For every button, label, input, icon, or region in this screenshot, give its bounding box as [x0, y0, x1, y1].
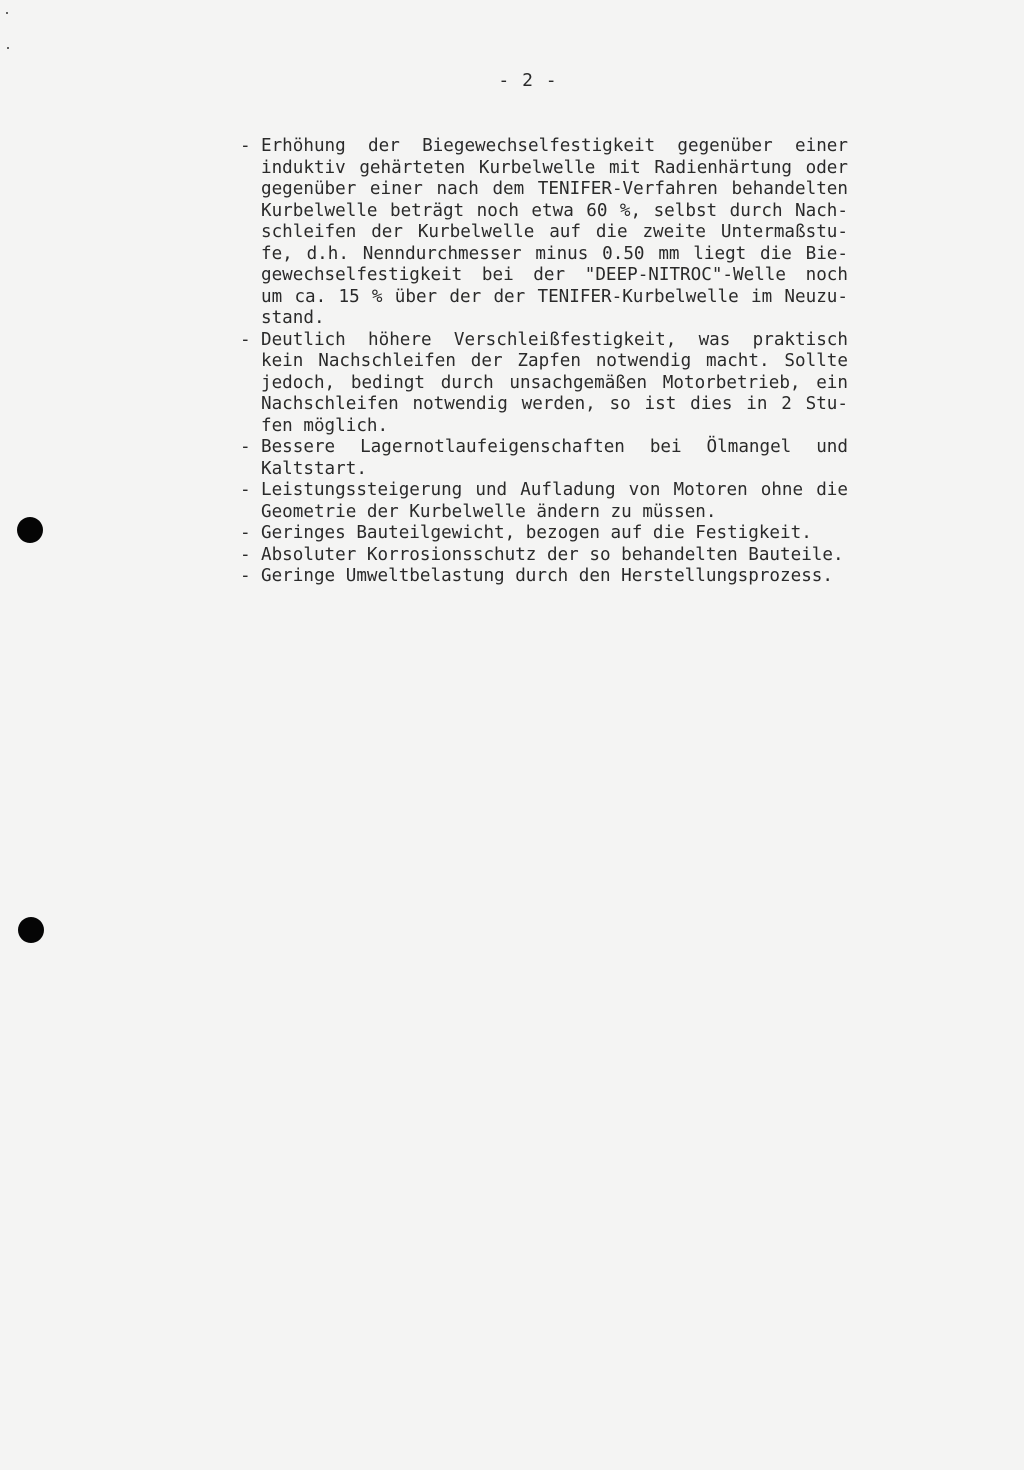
list-item: [240, 330, 848, 438]
text-line: Geometrie der Kurbelwelle ändern zu müssen.: [261, 501, 717, 522]
list-item: [240, 566, 848, 588]
text-line: Leistungssteigerung und Aufladung von Motoren ohne die: [261, 480, 848, 500]
page-number: - 2 -: [498, 70, 558, 91]
text-line: Geringe Umweltbelastung durch den Herstellungsprozess.: [261, 566, 833, 586]
bullet-dash: -: [240, 544, 251, 565]
bullet-dash: -: [240, 566, 251, 586]
list-item: [240, 545, 848, 567]
scan-speck: [6, 12, 8, 14]
text-line: jedoch, bedingt durch unsachgemäßen Motorbetrieb, ein: [261, 372, 848, 393]
list-item: [240, 480, 848, 523]
text-line: Geringes Bauteilgewicht, bezogen auf die Festigkeit.: [261, 523, 812, 543]
scan-speck: [7, 47, 9, 49]
bullet-dash: -: [240, 480, 251, 500]
text-line: induktiv gehärteten Kurbelwelle mit Radienhärtung oder: [261, 157, 848, 178]
text-line: fe, d.h. Nenndurchmesser minus 0.50 mm liegt die Bie-: [261, 243, 848, 264]
text-line: Kurbelwelle beträgt noch etwa 60 %, selbst durch Nach-: [261, 200, 848, 221]
bullet-dash: -: [240, 329, 251, 350]
list-item: [240, 437, 848, 480]
list-item: [240, 523, 848, 545]
bullet-list: [240, 136, 848, 588]
punch-hole: [17, 517, 43, 543]
bullet-dash: -: [240, 136, 251, 156]
text-line: Erhöhung der Biegewechselfestigkeit gegenüber einer: [261, 136, 848, 156]
punch-hole: [18, 917, 44, 943]
text-line: fen möglich.: [261, 415, 389, 436]
text-line: um ca. 15 % über der der TENIFER-Kurbelwelle im Neuzu-: [261, 286, 848, 307]
text-line: gewechselfestigkeit bei der "DEEP-NITROC"-Welle noch: [261, 265, 848, 285]
bullet-dash: -: [240, 523, 251, 543]
text-line: kein Nachschleifen der Zapfen notwendig macht. Sollte: [261, 351, 848, 371]
text-line: Deutlich höhere Verschleißfestigkeit, was praktisch: [261, 329, 848, 350]
text-line: Kaltstart.: [261, 458, 367, 479]
text-line: gegenüber einer nach dem TENIFER-Verfahren behandelten: [261, 179, 848, 199]
text-line: Absoluter Korrosionsschutz der so behandelten Bauteile.: [261, 544, 844, 565]
text-line: Nachschleifen notwendig werden, so ist dies in 2 Stu-: [261, 394, 848, 414]
text-line: stand.: [261, 308, 325, 328]
text-line: schleifen der Kurbelwelle auf die zweite Untermaßstu-: [261, 222, 848, 242]
bullet-dash: -: [240, 437, 251, 457]
text-line: Bessere Lagernotlaufeigenschaften bei Ölmangel und: [261, 437, 848, 457]
list-item: [240, 136, 848, 330]
